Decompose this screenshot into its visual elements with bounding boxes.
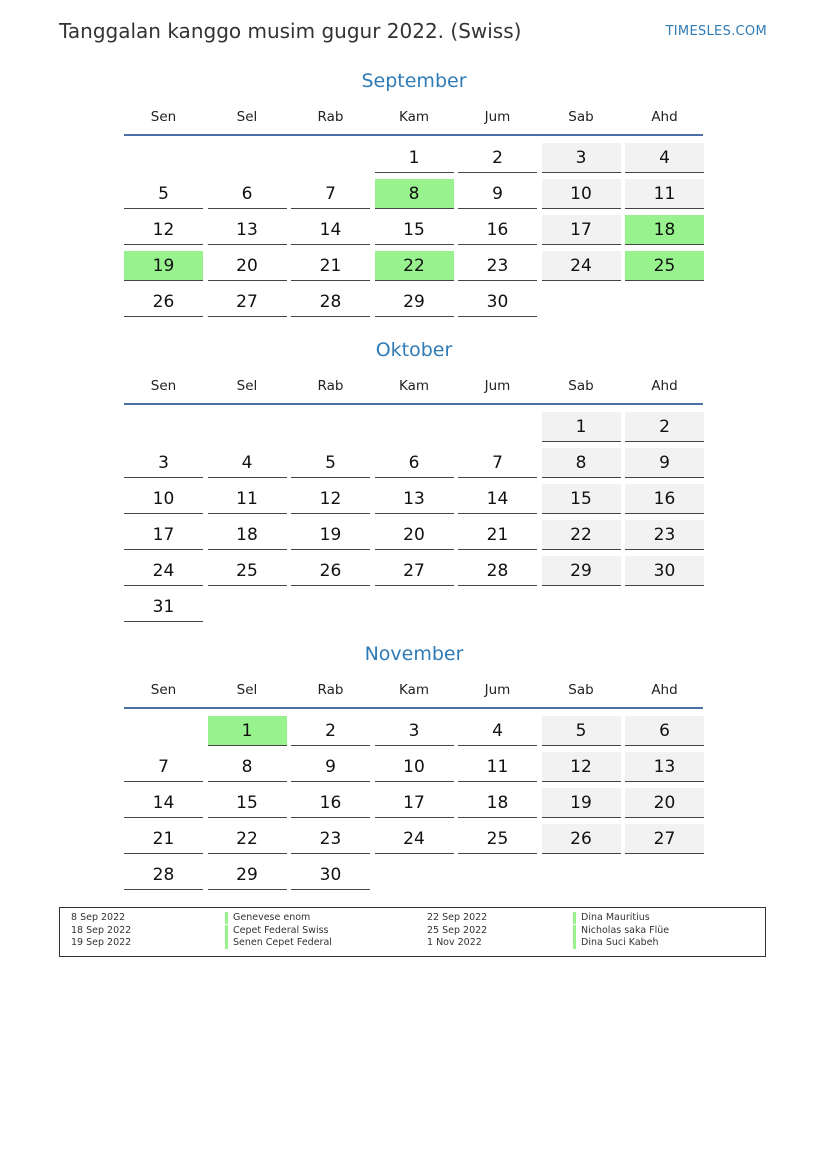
header-divider: [124, 403, 703, 405]
weekday-header: Sab: [568, 109, 594, 125]
day-cell: 30: [291, 860, 370, 890]
day-cell: 13: [375, 484, 454, 514]
day-cell: 30: [458, 287, 537, 317]
weekday-header: Sen: [150, 682, 177, 698]
day-cell: 10: [542, 179, 621, 209]
day-cell: 11: [625, 179, 704, 209]
holiday-day-cell: 1: [208, 716, 287, 746]
day-cell: 27: [625, 824, 704, 854]
day-cell: 17: [375, 788, 454, 818]
day-cell: 26: [291, 556, 370, 586]
day-cell: 1: [542, 412, 621, 442]
weekday-header: Rab: [317, 378, 344, 394]
day-cell: 2: [625, 412, 704, 442]
day-cell: 26: [124, 287, 203, 317]
day-cell: 14: [458, 484, 537, 514]
weekday-header: Ahd: [651, 682, 678, 698]
weekday-header: Jum: [484, 682, 511, 698]
day-cell: 17: [542, 215, 621, 245]
day-cell: 5: [291, 448, 370, 478]
day-cell: 2: [291, 716, 370, 746]
day-cell: 16: [291, 788, 370, 818]
month-calendar: [124, 339, 704, 617]
day-cell: 1: [375, 143, 454, 173]
header-divider: [124, 707, 703, 709]
day-cell: 4: [208, 448, 287, 478]
day-cell: 22: [208, 824, 287, 854]
day-cell: 6: [208, 179, 287, 209]
day-cell: 6: [625, 716, 704, 746]
day-cell: 21: [124, 824, 203, 854]
month-title: September: [361, 70, 467, 92]
legend-date: 22 Sep 2022: [427, 912, 488, 923]
day-cell: 29: [208, 860, 287, 890]
weekday-header: Rab: [317, 682, 344, 698]
day-cell: 28: [124, 860, 203, 890]
day-cell: 6: [375, 448, 454, 478]
holiday-legend: [59, 907, 766, 957]
day-cell: 20: [375, 520, 454, 550]
weekday-header: Sel: [236, 682, 258, 698]
day-cell: 3: [542, 143, 621, 173]
day-cell: 14: [291, 215, 370, 245]
month-title: November: [364, 643, 464, 665]
day-cell: 19: [291, 520, 370, 550]
holiday-day-cell: 8: [375, 179, 454, 209]
legend-holiday-name: Dina Suci Kabeh: [573, 937, 659, 949]
day-cell: 4: [458, 716, 537, 746]
legend-row: [60, 937, 765, 950]
day-cell: 10: [124, 484, 203, 514]
month-title: Oktober: [375, 339, 453, 361]
day-cell: 28: [291, 287, 370, 317]
day-cell: 3: [124, 448, 203, 478]
weekday-header: Sel: [236, 109, 258, 125]
day-cell: 31: [124, 592, 203, 622]
holiday-day-cell: 25: [625, 251, 704, 281]
legend-date: 1 Nov 2022: [427, 937, 482, 948]
day-cell: 26: [542, 824, 621, 854]
day-cell: 28: [458, 556, 537, 586]
legend-date: 8 Sep 2022: [71, 912, 126, 923]
day-cell: 23: [625, 520, 704, 550]
legend-date: 25 Sep 2022: [427, 925, 488, 936]
day-cell: 18: [208, 520, 287, 550]
day-cell: 9: [458, 179, 537, 209]
day-cell: 11: [458, 752, 537, 782]
legend-date: 18 Sep 2022: [71, 925, 132, 936]
legend-date: 19 Sep 2022: [71, 937, 132, 948]
day-cell: 5: [124, 179, 203, 209]
day-cell: 4: [625, 143, 704, 173]
month-calendar: [124, 643, 704, 903]
day-cell: 7: [124, 752, 203, 782]
page-title: Tanggalan kanggo musim gugur 2022. (Swiss): [59, 19, 522, 43]
weekday-header: Kam: [398, 682, 430, 698]
day-cell: 2: [458, 143, 537, 173]
weekday-header: Sen: [150, 378, 177, 394]
day-cell: 13: [208, 215, 287, 245]
legend-holiday-name: Nicholas saka Flüe: [573, 925, 669, 937]
day-cell: 21: [458, 520, 537, 550]
day-cell: 29: [542, 556, 621, 586]
day-cell: 9: [291, 752, 370, 782]
day-cell: 12: [124, 215, 203, 245]
day-cell: 23: [458, 251, 537, 281]
day-cell: 16: [458, 215, 537, 245]
day-cell: 8: [208, 752, 287, 782]
weekday-header: Sen: [150, 109, 177, 125]
legend-holiday-name: Cepet Federal Swiss: [225, 925, 329, 937]
day-cell: 20: [208, 251, 287, 281]
day-cell: 7: [291, 179, 370, 209]
weekday-header: Kam: [398, 378, 430, 394]
day-cell: 30: [625, 556, 704, 586]
weekday-header: Rab: [317, 109, 344, 125]
day-cell: 14: [124, 788, 203, 818]
day-cell: 20: [625, 788, 704, 818]
day-cell: 27: [375, 556, 454, 586]
holiday-day-cell: 19: [124, 251, 203, 281]
day-cell: 16: [625, 484, 704, 514]
weekday-header: Sab: [568, 378, 594, 394]
day-cell: 18: [458, 788, 537, 818]
weekday-header: Ahd: [651, 109, 678, 125]
day-cell: 8: [542, 448, 621, 478]
day-cell: 11: [208, 484, 287, 514]
day-cell: 5: [542, 716, 621, 746]
month-calendar: [124, 70, 704, 330]
day-cell: 24: [542, 251, 621, 281]
day-cell: 15: [375, 215, 454, 245]
day-cell: 13: [625, 752, 704, 782]
brand-logo-text[interactable]: TIMESLES.COM: [665, 24, 767, 39]
day-cell: 10: [375, 752, 454, 782]
legend-row: [60, 912, 765, 925]
legend-holiday-name: Dina Mauritius: [573, 912, 650, 924]
weekday-header: Jum: [484, 378, 511, 394]
weekday-header: Sab: [568, 682, 594, 698]
day-cell: 21: [291, 251, 370, 281]
day-cell: 24: [124, 556, 203, 586]
holiday-day-cell: 22: [375, 251, 454, 281]
day-cell: 3: [375, 716, 454, 746]
legend-holiday-name: Genevese enom: [225, 912, 310, 924]
header-divider: [124, 134, 703, 136]
holiday-day-cell: 18: [625, 215, 704, 245]
day-cell: 15: [208, 788, 287, 818]
day-cell: 25: [458, 824, 537, 854]
day-cell: 24: [375, 824, 454, 854]
day-cell: 12: [291, 484, 370, 514]
day-cell: 17: [124, 520, 203, 550]
day-cell: 15: [542, 484, 621, 514]
day-cell: 27: [208, 287, 287, 317]
day-cell: 7: [458, 448, 537, 478]
day-cell: 12: [542, 752, 621, 782]
weekday-header: Sel: [236, 378, 258, 394]
day-cell: 29: [375, 287, 454, 317]
weekday-header: Ahd: [651, 378, 678, 394]
day-cell: 23: [291, 824, 370, 854]
day-cell: 22: [542, 520, 621, 550]
day-cell: 25: [208, 556, 287, 586]
day-cell: 19: [542, 788, 621, 818]
weekday-header: Kam: [398, 109, 430, 125]
day-cell: 9: [625, 448, 704, 478]
weekday-header: Jum: [484, 109, 511, 125]
legend-holiday-name: Senen Cepet Federal: [225, 937, 332, 949]
